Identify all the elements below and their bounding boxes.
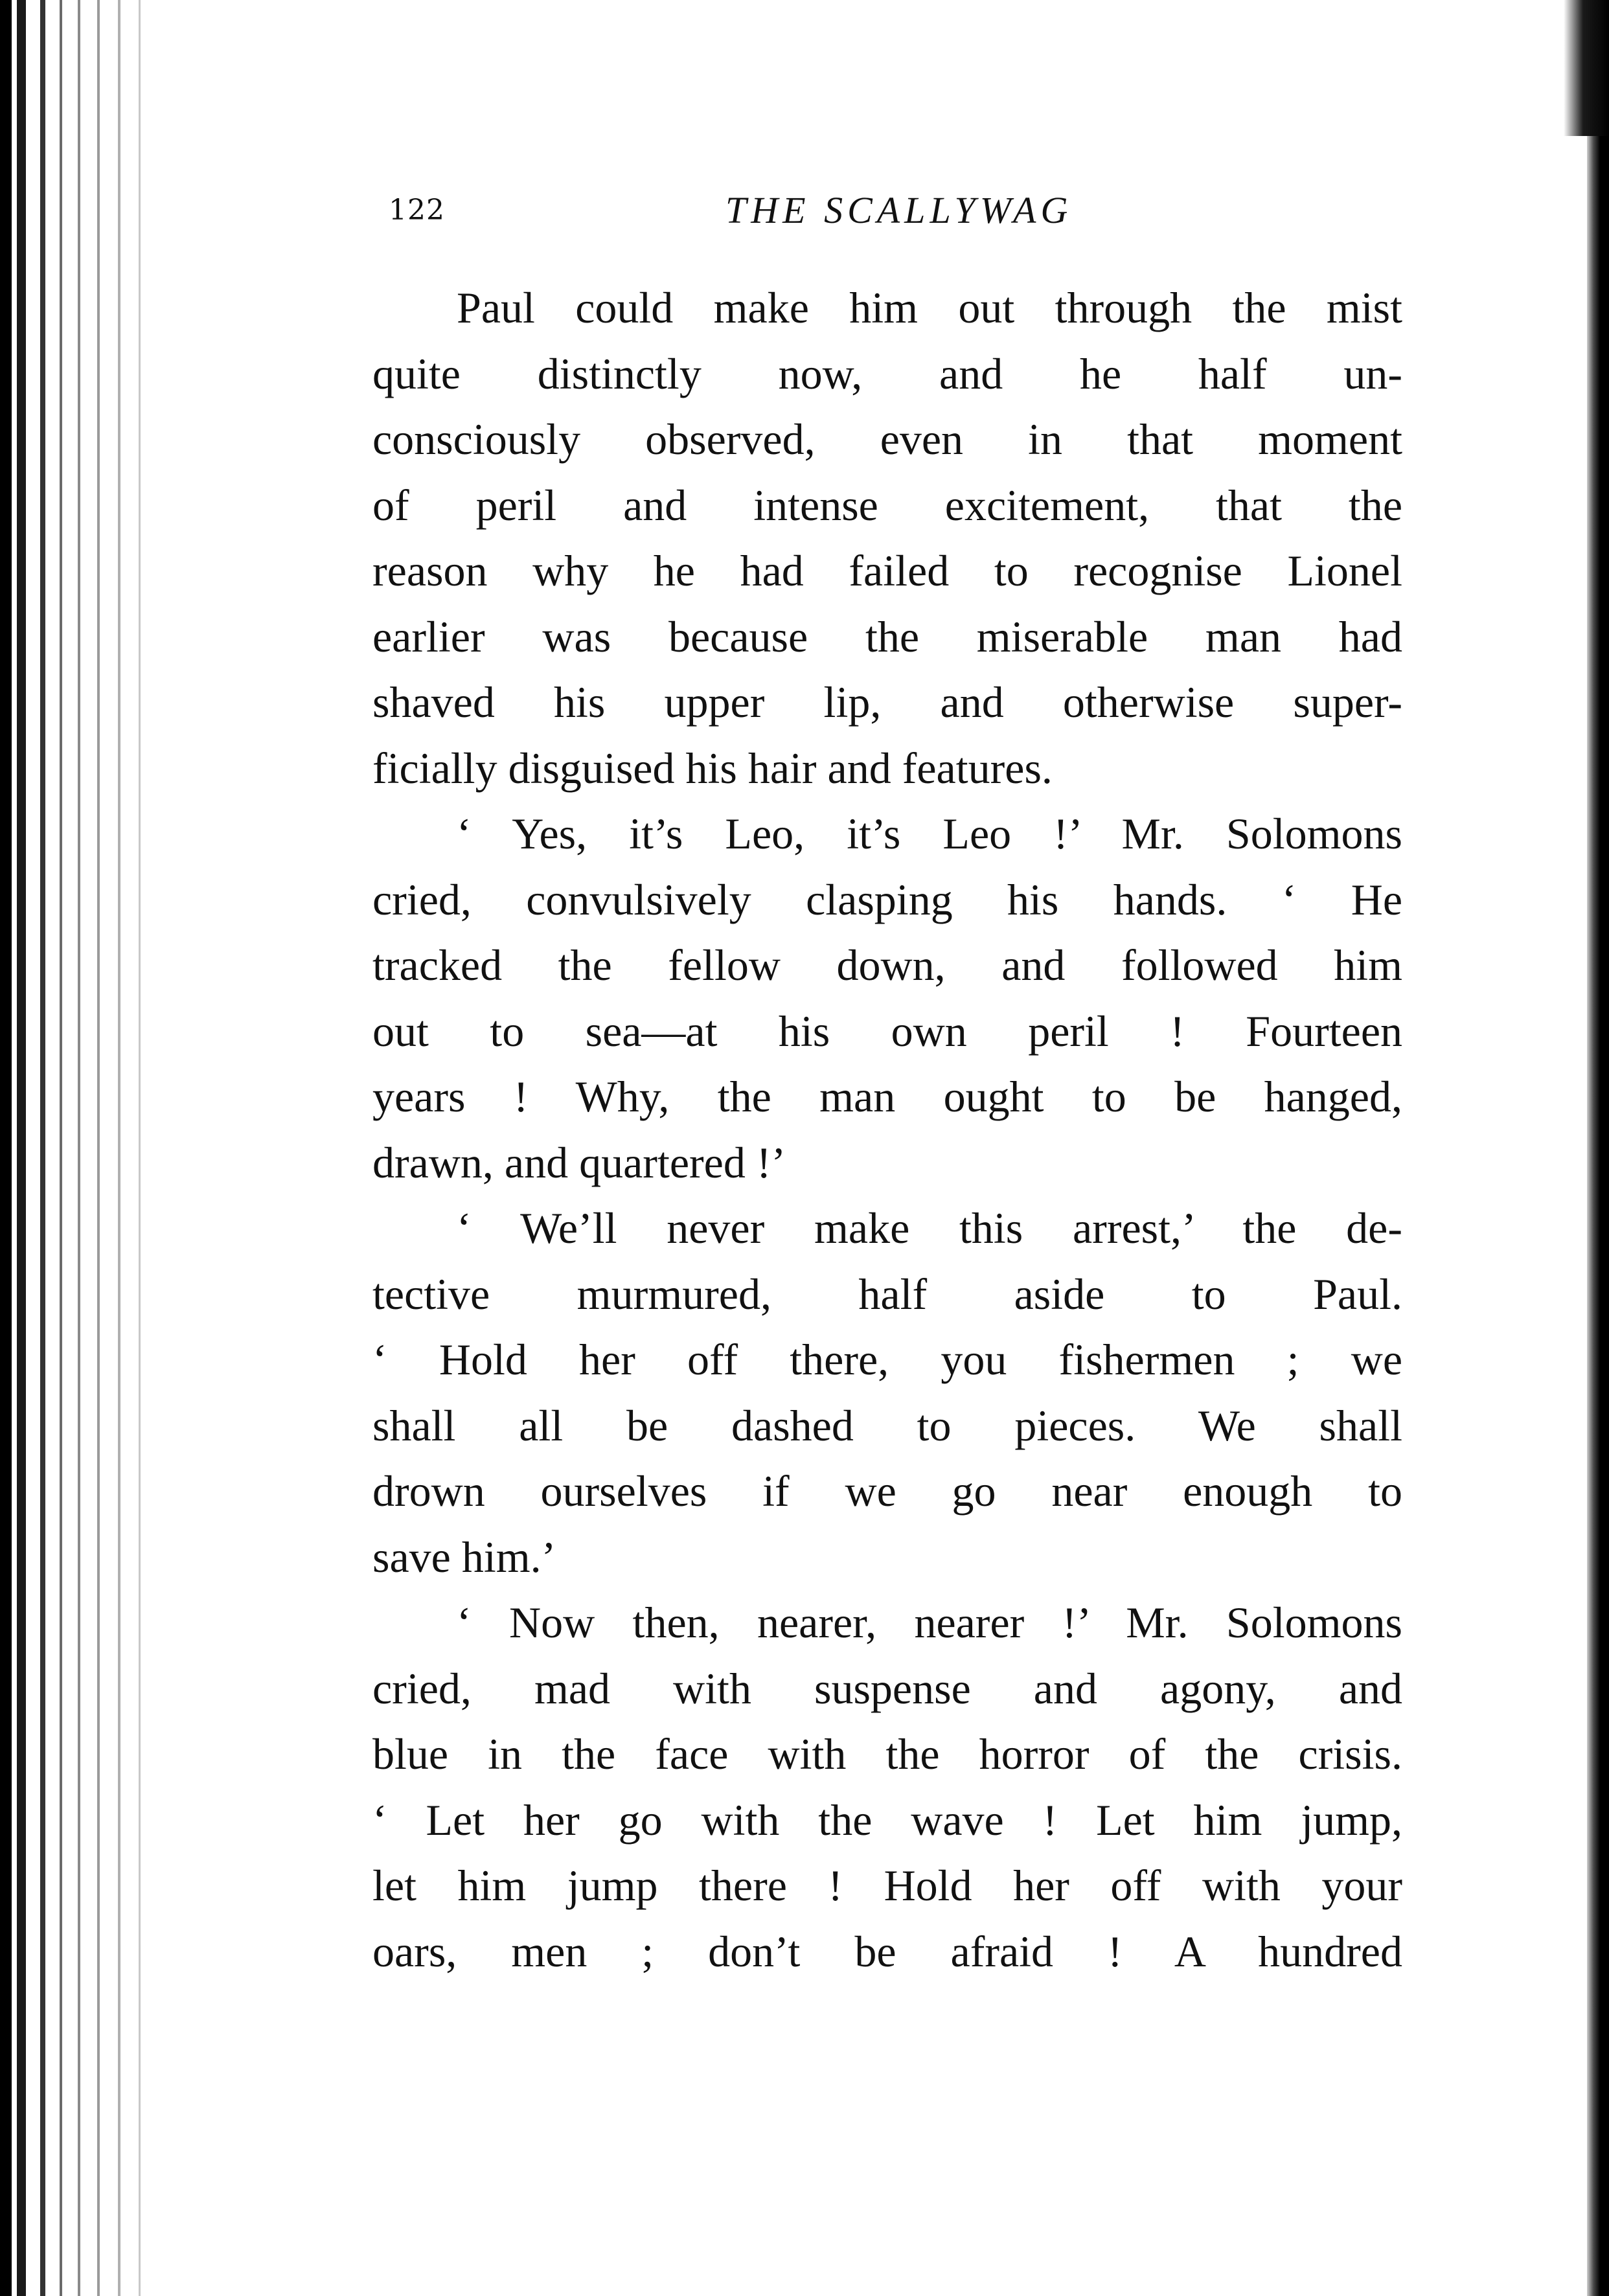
text-line: ficially disguised his hair and features. [372,743,1053,793]
page-number: 122 [389,194,445,227]
binding-shadow [1587,0,1609,2296]
paragraph [372,275,1402,801]
text-line: consciously observed, even in that moment [372,415,1402,464]
text-line: Paul could make him out through the mist [457,283,1402,332]
text-line: reason why he had failed to recognise Lionel [372,546,1402,595]
text-line: drown ourselves if we go near enough to [372,1466,1402,1516]
text-line: let him jump there ! Hold her off with your [372,1861,1402,1910]
text-line: oars, men ; don’t be afraid ! A hundred [372,1926,1402,1976]
paragraph [372,1196,1402,1590]
text-line: years ! Why, the man ought to be hanged, [372,1072,1402,1121]
text-line: ‘ Yes, it’s Leo, it’s Leo !’ Mr. Solomons [457,809,1402,858]
text-line: cried, mad with suspense and agony, and [372,1663,1402,1713]
text-line: ‘ Let her go with the wave ! Let him jump, [372,1795,1402,1845]
text-line: ‘ Now then, nearer, nearer !’ Mr. Solomons [457,1598,1402,1647]
text-line: shaved his upper lip, and otherwise super- [372,677,1402,727]
text-line: tective murmured, half aside to Paul. [372,1269,1402,1319]
text-line: quite distinctly now, and he half un- [372,348,1402,398]
paragraph [372,1590,1402,1984]
text-line: cried, convulsively clasping his hands. ‘ He [372,874,1402,924]
text-line: tracked the fellow down, and followed him [372,940,1402,990]
running-header [389,188,1464,240]
text-line: blue in the face with the horror of the crisis. [372,1729,1402,1779]
binding-shadow-top [1564,0,1609,136]
text-line: of peril and intense excitement, that the [372,480,1402,530]
text-line: shall all be dashed to pieces. We shall [372,1400,1402,1450]
paragraph [372,801,1402,1196]
text-line: ‘ Hold her off there, you fishermen ; we [372,1335,1402,1384]
text-line: save him.’ [372,1532,556,1582]
text-line: out to sea—at his own peril ! Fourteen [372,1006,1402,1056]
text-line: earlier was because the miserable man had [372,611,1402,661]
running-title: THE SCALLYWAG [725,189,1073,231]
page-gutter-edges [0,0,162,2296]
text-line: ‘ We’ll never make this arrest,’ the de- [457,1203,1402,1253]
text-line: drawn, and quartered !’ [372,1137,786,1187]
body-text [372,275,1402,1984]
